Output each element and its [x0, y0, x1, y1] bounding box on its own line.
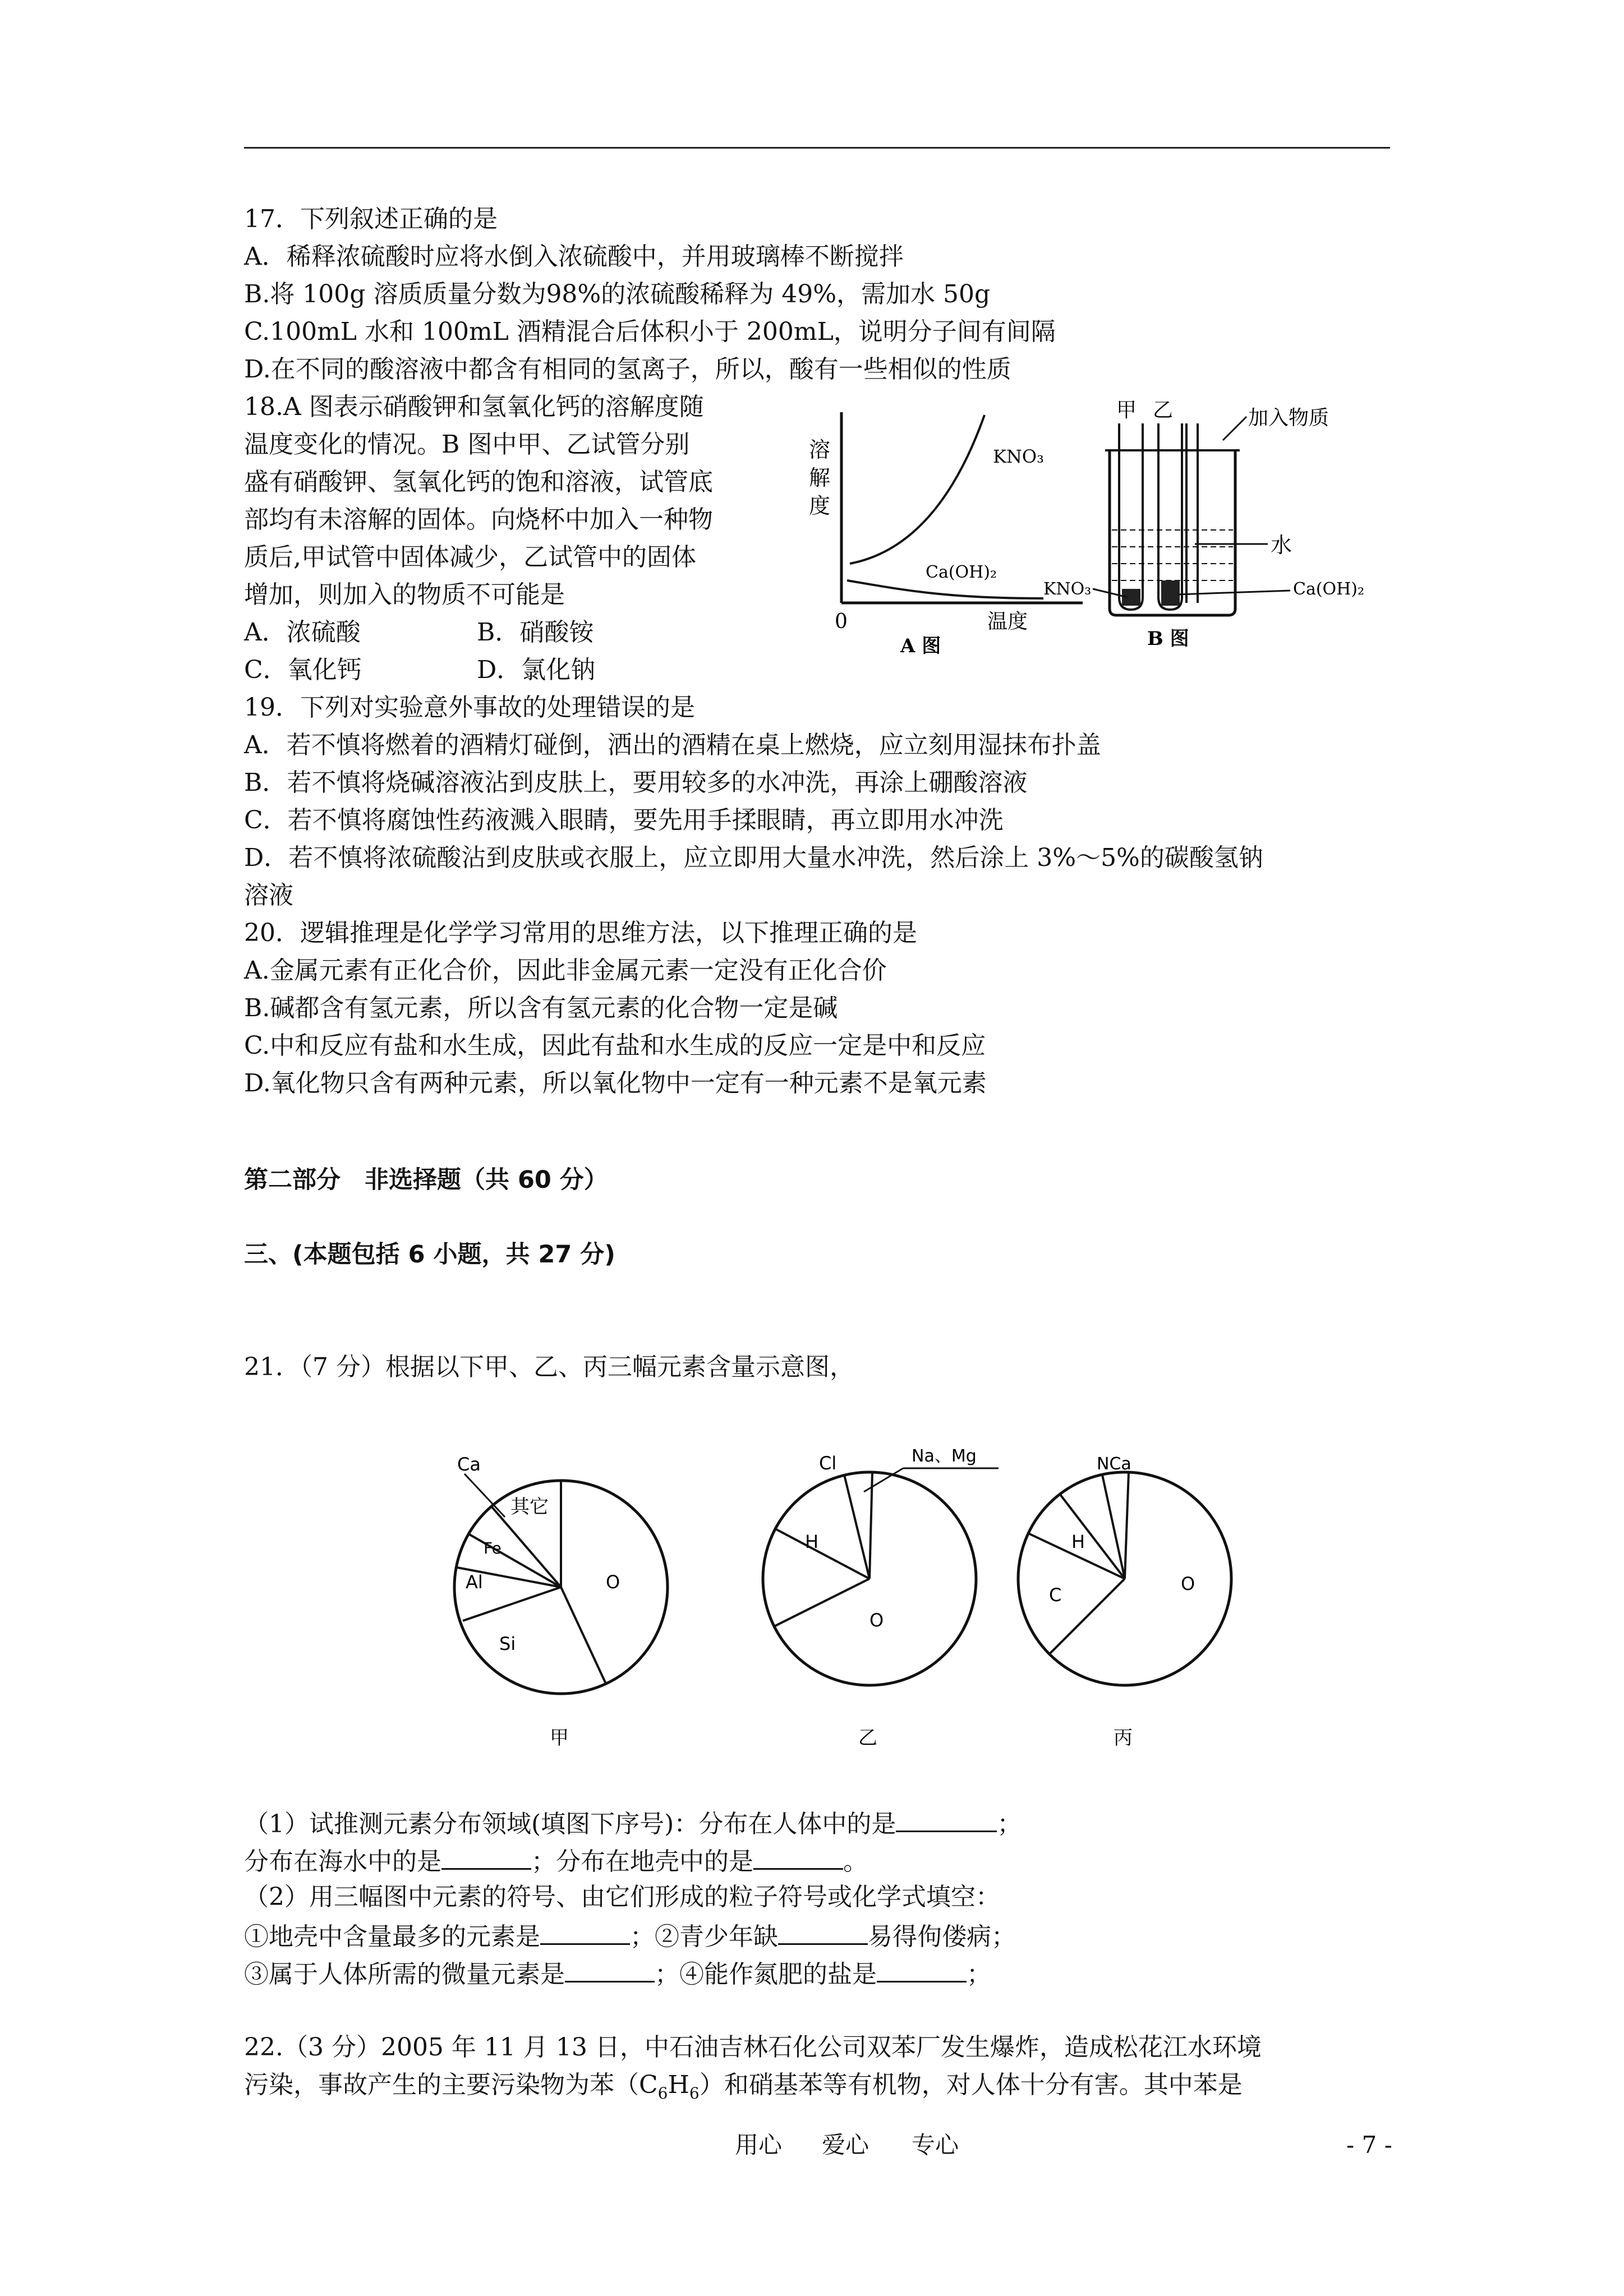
pie-yi-label-cl: Cl [819, 1453, 837, 1474]
footer-word-3: 专心 [912, 2131, 959, 2159]
figure-a-ylabel-2: 解 [809, 465, 831, 490]
q21-p1a-text: （1）试推测元素分布领域(填图下序号)：分布在人体中的是 [244, 1810, 896, 1838]
q21-p4b-text: ；④能作氮肥的盐是 [655, 1960, 877, 1989]
part2-heading: 第二部分 非选择题（共 60 分） [244, 1166, 608, 1194]
pie-jia-label-si: Si [499, 1633, 516, 1654]
pie-bing-label-o: O [1181, 1573, 1195, 1594]
q20-option-a: A.金属元素有正化合价，因此非金属元素一定没有正化合价 [244, 956, 887, 985]
q21-part2-line3 [244, 1956, 991, 1991]
figure-a-origin: 0 [835, 610, 848, 633]
q19-stem: 19．下列对实验意外事故的处理错误的是 [244, 693, 695, 722]
q18-line-5: 质后,甲试管中固体减少，乙试管中的固体 [244, 543, 696, 571]
q17-option-c: C.100mL 水和 100mL 酒精混合后体积小于 200mL，说明分子间有间隔 [244, 317, 1056, 346]
pie-yi [763, 1446, 999, 1749]
figure-a-caoh2-curve [847, 580, 1043, 598]
q19-option-d: D．若不慎将浓硫酸沾到皮肤或衣服上，应立即用大量水冲洗，然后涂上 3%～5%的碳酸氢钠 [244, 843, 1263, 872]
q20-stem: 20．逻辑推理是化学学习常用的思维方法，以下推理正确的是 [244, 919, 917, 947]
figure-a-caoh2-label: Ca(OH)₂ [926, 563, 997, 582]
q21-p3c-text: 易得佝偻病； [868, 1922, 1016, 1951]
q21-p4c-text: ； [967, 1960, 991, 1989]
q21-p4a-text: ③属于人体所需的微量元素是 [244, 1960, 565, 1989]
q20-option-b: B.碱都含有氢元素，所以含有氢元素的化合物一定是碱 [244, 994, 838, 1022]
q17-stem: 17．下列叙述正确的是 [244, 205, 498, 233]
q21-blank-crust[interactable] [753, 1843, 843, 1870]
q18-line-4: 部均有未溶解的固体。向烧杯中加入一种物 [244, 505, 713, 534]
figure-b-add-label: 加入物质 [1248, 407, 1329, 430]
q17-option-b: B.将 100g 溶质质量分数为98%的浓硫酸稀释为 49%，需加水 50g [244, 280, 991, 308]
pie-yi-label-h: H [805, 1531, 819, 1552]
figure-b-beaker [1043, 390, 1408, 659]
q21-p1a-end: ； [997, 1810, 1022, 1838]
pie-bing-label-nca: NCa [1097, 1454, 1131, 1474]
page-number: - 7 - [1346, 2131, 1392, 2159]
q18-line-6: 增加，则加入的物质不可能是 [244, 580, 565, 609]
pie-jia-label-o: O [606, 1571, 620, 1593]
q19-option-a: A．若不慎将燃着的酒精灯碰倒，洒出的酒精在桌上燃烧，应立刻用湿抹布扑盖 [244, 731, 1101, 759]
q22-sub-1: 6 [657, 2083, 668, 2103]
pie-jia-caption: 甲 [550, 1727, 569, 1749]
pie-yi-label-namg: Na、Mg [912, 1446, 977, 1466]
q21-blank-rickets[interactable] [778, 1919, 868, 1945]
figure-a-caption: A 图 [900, 635, 941, 657]
q21-pie-figures [438, 1441, 1279, 1755]
q22-line2-c: ）和硝基苯等有机物，对人体十分有害。其中苯是 [699, 2071, 1243, 2099]
q21-stem: 21．（7 分）根据以下甲、乙、丙三幅元素含量示意图， [244, 1353, 854, 1381]
figure-b-caption: B 图 [1147, 628, 1189, 650]
q22-line2-b: H [668, 2071, 689, 2099]
figure-a-kno3-curve [850, 415, 984, 564]
pie-jia-label-ca: Ca [457, 1454, 481, 1475]
figure-b-tube2-label: 乙 [1153, 399, 1174, 422]
figure-b-caoh2-label: Ca(OH)₂ [1293, 579, 1365, 599]
q22-sub-2: 6 [689, 2083, 700, 2103]
section3-heading: 三、(本题包括 6 小题，共 27 分) [244, 1241, 615, 1269]
q21-part2-line: （2）用三幅图中元素的符号、由它们形成的粒子符号或化学式填空： [244, 1883, 1000, 1911]
pie-jia-label-other: 其它 [510, 1496, 549, 1518]
pie-jia [454, 1454, 668, 1749]
header-rule [244, 147, 1390, 149]
pie-yi-caption: 乙 [858, 1727, 877, 1749]
pie-jia-label-fe: Fe [484, 1539, 502, 1557]
q21-p1b-mid: ；分布在地壳中的是 [531, 1847, 753, 1876]
pie-bing-caption: 丙 [1114, 1727, 1133, 1749]
q21-part1-line1 [244, 1806, 1022, 1841]
q21-p1b-text: 分布在海水中的是 [244, 1847, 441, 1876]
q17-option-a: A．稀释浓硫酸时应将水倒入浓硫酸中，并用玻璃棒不断搅拌 [244, 242, 904, 271]
q21-blank-sea[interactable] [441, 1843, 531, 1870]
figure-a-xlabel: 温度 [987, 610, 1028, 633]
q20-option-d: D.氧化物只含有两种元素，所以氧化物中一定有一种元素不是氧元素 [244, 1069, 987, 1098]
figure-b-kno3-label: KNO₃ [1043, 579, 1092, 599]
q18-line-3: 盛有硝酸钾、氢氧化钙的饱和溶液，试管底 [244, 468, 713, 496]
q21-p3b-text: ；②青少年缺 [630, 1922, 778, 1951]
pie-jia-label-al: Al [466, 1571, 483, 1593]
pie-bing-label-h: H [1071, 1531, 1085, 1552]
pie-bing-label-c: C [1049, 1584, 1062, 1606]
q20-option-c: C.中和反应有盐和水生成，因此有盐和水生成的反应一定是中和反应 [244, 1031, 986, 1060]
footer-word-1: 用心 [735, 2131, 783, 2159]
q21-part1-line2 [244, 1843, 868, 1878]
q19-option-d-cont: 溶液 [244, 881, 293, 910]
q18-option-a: A．浓硫酸 [244, 618, 361, 647]
q21-part2-line2 [244, 1919, 1016, 1953]
q21-blank-nitrogen-salt[interactable] [877, 1956, 967, 1983]
q18-option-b: B．硝酸铵 [477, 618, 594, 647]
q18-line-1: 18.A 图表示硝酸钾和氢氧化钙的溶解度随 [244, 393, 704, 421]
q19-option-c: C．若不慎将腐蚀性药液溅入眼睛，要先用手揉眼睛，再立即用水冲洗 [244, 806, 1004, 835]
q21-blank-body[interactable] [896, 1806, 997, 1832]
footer-word-2: 爱心 [822, 2131, 869, 2159]
pie-yi-label-o: O [869, 1610, 884, 1631]
q21-blank-trace-element[interactable] [565, 1956, 655, 1983]
figure-a-kno3-label: KNO₃ [993, 446, 1044, 467]
q21-p3a-text: ①地壳中含量最多的元素是 [244, 1922, 540, 1951]
q17-option-d: D.在不同的酸溶液中都含有相同的氢离子，所以，酸有一些相似的性质 [244, 355, 1011, 384]
q21-p1b-end: 。 [843, 1847, 868, 1876]
figure-a-ylabel-1: 溶 [809, 437, 831, 462]
q19-option-b: B．若不慎将烧碱溶液沾到皮肤上，要用较多的水冲洗，再涂上硼酸溶液 [244, 768, 1028, 797]
q18-option-c: C．氧化钙 [244, 656, 362, 684]
q18-line-2: 温度变化的情况。B 图中甲、乙试管分别 [244, 430, 690, 459]
pie-bing [1018, 1454, 1231, 1749]
q22-line-1: 22.（3 分）2005 年 11 月 13 日，中石油吉林石化公司双苯厂发生爆炸，造成松花江水环境 [244, 2033, 1262, 2062]
figure-b-tube1-label: 甲 [1116, 399, 1137, 422]
figure-a-ylabel-3: 度 [809, 494, 831, 518]
figure-b-water-label: 水 [1271, 533, 1292, 557]
q18-option-d: D．氯化钠 [477, 656, 596, 684]
q21-blank-crust-element[interactable] [540, 1919, 630, 1945]
q22-line2-a: 污染，事故产生的主要污染物为苯（C [244, 2071, 658, 2099]
q22-line-2 [244, 2069, 1243, 2110]
